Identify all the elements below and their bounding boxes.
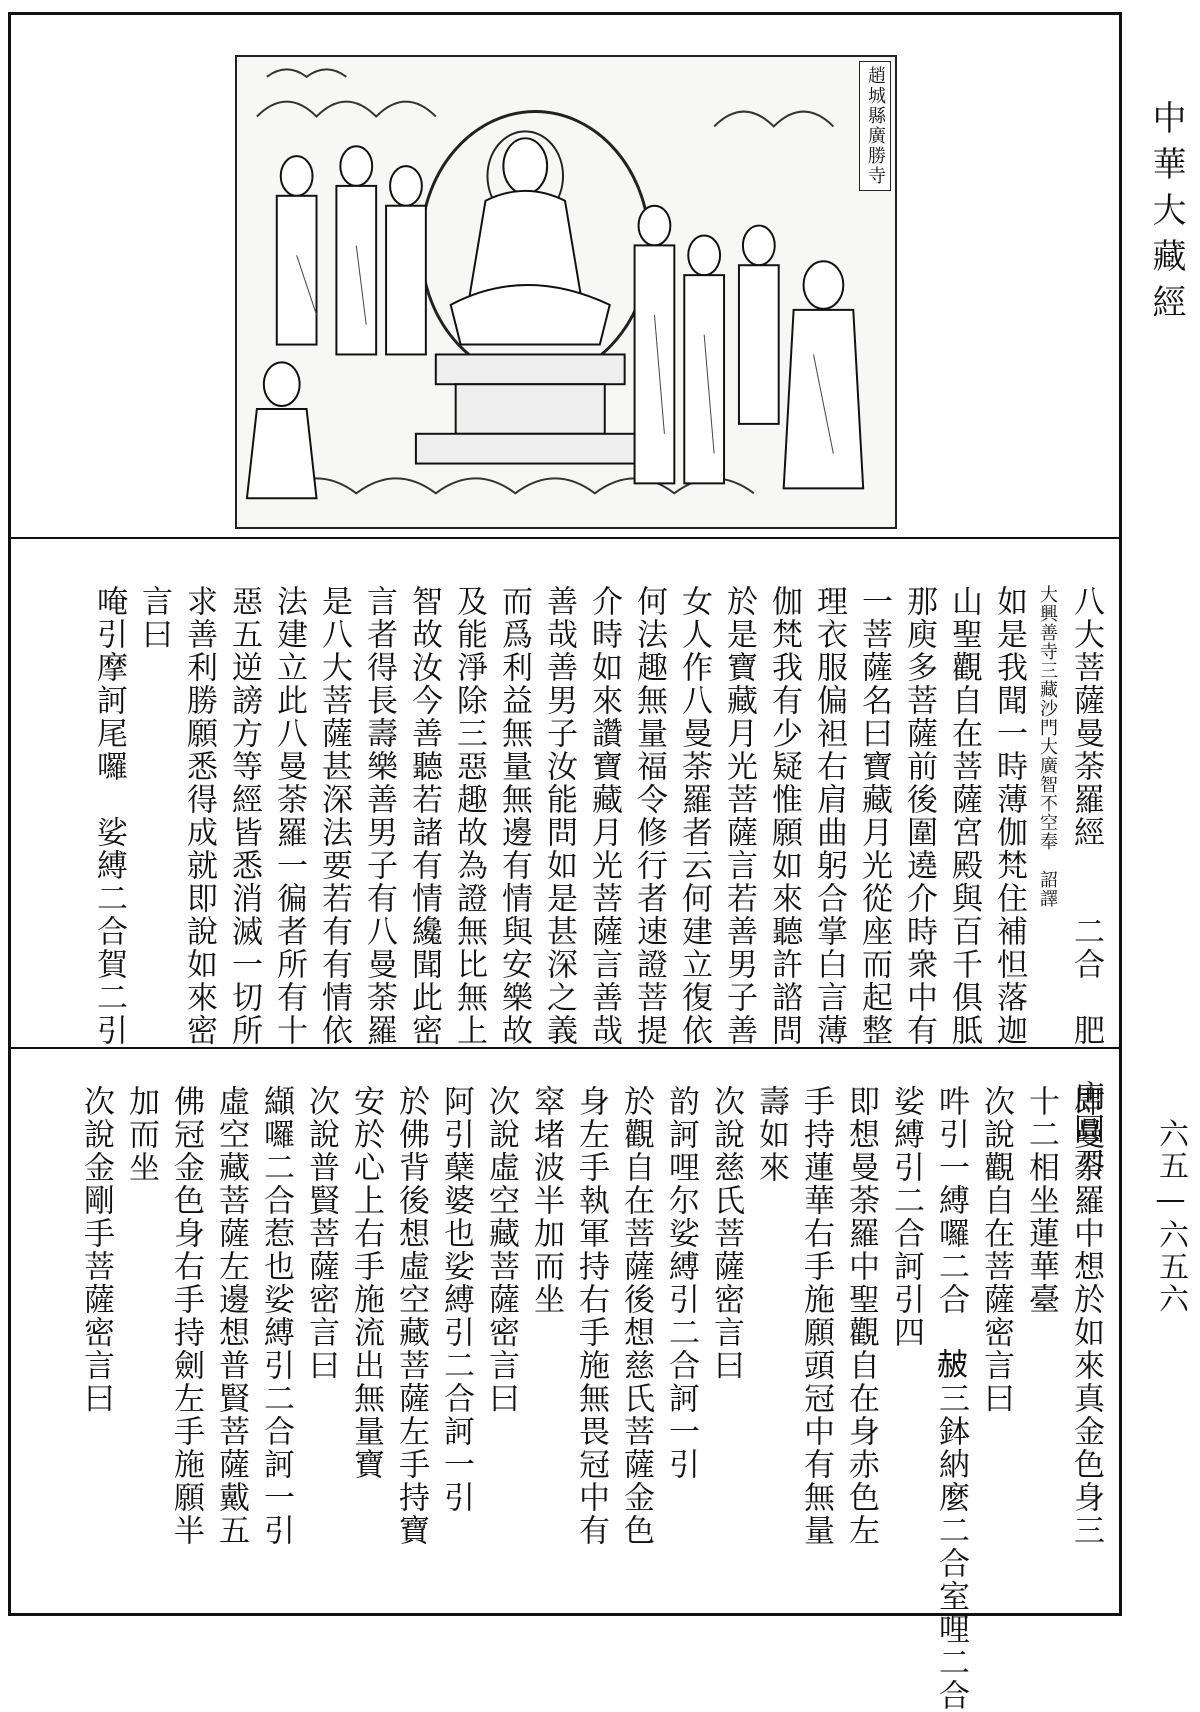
text-column: 於是寶藏月光菩薩言若善男子善 [721, 585, 757, 1047]
text-column: 法建立此八曼荼羅一徧者所有十 [271, 585, 307, 1047]
text-column: 智故汝今善聽若諸有情纔聞此密 [406, 585, 442, 1047]
text-column: 如是我聞一時薄伽梵住補怛落迦 [991, 585, 1027, 1047]
text-column: 即曼荼羅中想於如來真金色身三 [1068, 1085, 1104, 1547]
text-column: 次說金剛手菩薩密言曰 [78, 1085, 114, 1415]
text-column: 惡五逆謗方等經皆悉消滅一切所 [226, 585, 262, 1047]
text-column: 而爲利益無量無邊有情與安樂故 [496, 585, 532, 1047]
text-column: 加而坐 [123, 1085, 159, 1184]
text-column: 窣堵波半加而坐 [528, 1085, 564, 1316]
translator-credit: 大興善寺三藏沙門大廣智不空奉 詔譯 [1037, 585, 1058, 908]
text-column: 伽梵我有少疑惟願如來聽許諮問 [766, 585, 802, 1047]
text-column: 女人作八曼荼羅者云何建立復依 [676, 585, 712, 1047]
text-column: 手持蓮華右手施願頭冠中有無量 [798, 1085, 834, 1547]
text-column: 次說普賢菩薩密言曰 [303, 1085, 339, 1382]
text-column: 安於心上右手施流出無量寶 [348, 1085, 384, 1481]
collection-title: 中華大藏經 [1146, 100, 1186, 330]
text-column: 次說虛空藏菩薩密言曰 [483, 1085, 519, 1415]
mantra-column: 纈囉二合惹也娑縛引二合訶一引 [258, 1085, 294, 1547]
mantra-column: 吽引一縛囉二合 𧹞三鉢納麼二合室哩二合 [933, 1085, 969, 1712]
section-divider-top [11, 537, 1119, 539]
text-column: 佛冠金色身右手持劍左手施願半 [168, 1085, 204, 1547]
temple-caption: 趙城縣廣勝寺 [859, 61, 891, 191]
sutra-title: 八大菩薩曼荼羅經 二合 肥 唐圓刃 [1068, 585, 1104, 1179]
text-column: 那庾多菩薩前後圍遶介時衆中有 [901, 585, 937, 1047]
text-column: 一菩薩名曰寶藏月光從座而起整 [856, 585, 892, 1047]
text-column: 於佛背後想虛空藏菩薩左手持寶 [393, 1085, 429, 1547]
text-column: 理衣服偏袒右肩曲躬合掌白言薄 [811, 585, 847, 1047]
text-column: 虛空藏菩薩左邊想普賢菩薩戴五 [213, 1085, 249, 1547]
page-number: 六五—六五六 [1153, 1118, 1188, 1315]
mantra-column: 䪨訶哩尔娑縛引二合訶一引 [663, 1085, 699, 1481]
text-column: 於觀自在菩薩後想慈氏菩薩金色 [618, 1085, 654, 1547]
mantra-column: 唵引摩訶尾囉 娑縛二合賀二引 [91, 585, 127, 1047]
text-column: 次說慈氏菩薩密言曰 [708, 1085, 744, 1382]
text-column: 次說觀自在菩薩密言曰 [978, 1085, 1014, 1415]
text-column: 善哉善男子汝能問如是甚深之義 [541, 585, 577, 1047]
section-divider-bottom [11, 1047, 1119, 1049]
text-column: 十二相坐蓮華臺 [1023, 1085, 1059, 1316]
text-column: 是八大菩薩甚深法要若有有情依 [316, 585, 352, 1047]
illustration-image [237, 57, 895, 527]
text-column: 及能淨除三惡趣故為證無比無上 [451, 585, 487, 1047]
text-column: 壽如來 [753, 1085, 789, 1184]
text-column: 何法趣無量福令修行者速證菩提 [631, 585, 667, 1047]
buddha-illustration [235, 55, 897, 529]
text-column: 言者得長壽樂善男子有八曼荼羅 [361, 585, 397, 1047]
lower-text-panel [66, 1085, 1104, 1712]
mantra-column: 阿引蘖婆也娑縛引二合訶一引 [438, 1085, 474, 1514]
text-column: 身左手執軍持右手施無畏冠中有 [573, 1085, 609, 1547]
text-column: 言曰 [136, 585, 172, 651]
mantra-column: 娑縛引二合訶引四 [888, 1085, 924, 1349]
text-column: 介時如來讚寶藏月光菩薩言善哉 [586, 585, 622, 1047]
text-column: 求善利勝願悉得成就即說如來密 [181, 585, 217, 1047]
text-column: 即想曼荼羅中聖觀自在身赤色左 [843, 1085, 879, 1547]
page-frame [8, 12, 1122, 1712]
text-column: 山聖觀自在菩薩宮殿與百千俱胝 [946, 585, 982, 1047]
